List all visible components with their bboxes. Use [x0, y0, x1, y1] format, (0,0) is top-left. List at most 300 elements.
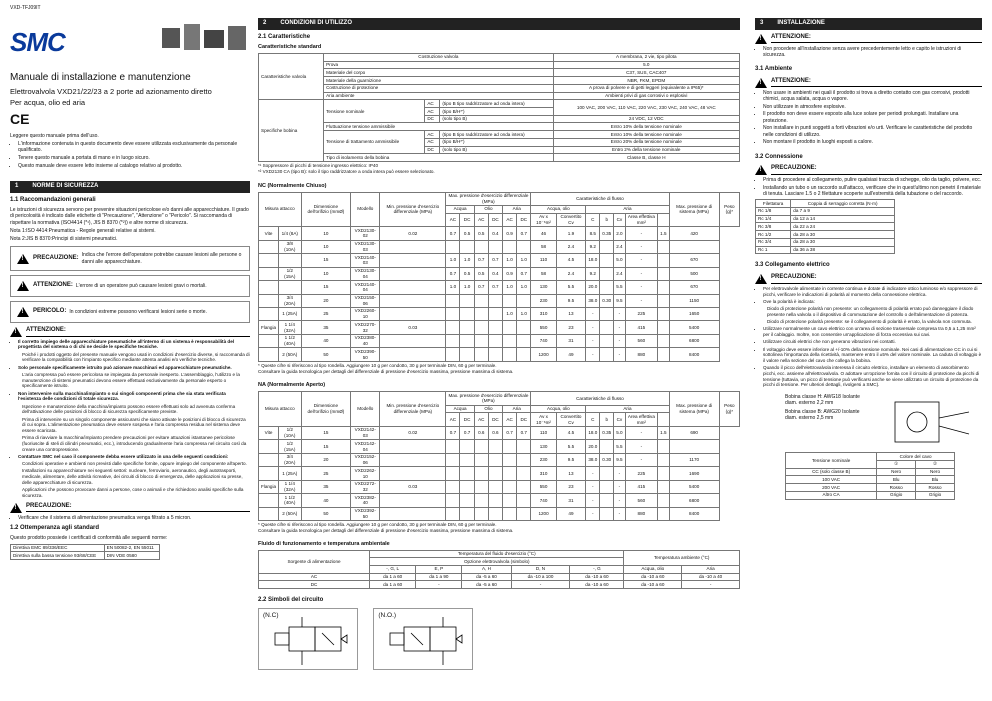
table-cell: 9.5 [556, 294, 586, 307]
table-row [786, 491, 955, 499]
table-cell [259, 254, 279, 267]
table-cell [446, 334, 460, 347]
table-cell: - [614, 307, 625, 320]
table-cell [488, 507, 502, 520]
list-item: L'aria compressa può essere pericolosa se impiegata da personale inesperto. L'assemblaggio, l'utilizzo e la manutenzione di sistemi pneumatici devono essere effettuati esclusivamente da personale esperto o specificamente istruito. [22, 371, 240, 389]
table-cell: 20 [301, 453, 351, 466]
table-cell: 9.5 [556, 453, 586, 466]
table-cell: -, G [570, 565, 624, 573]
table-cell [474, 307, 488, 320]
table-cell [517, 467, 531, 480]
table-cell: VXD2382-40 [351, 494, 380, 507]
table-cell: 0.6 [488, 426, 502, 439]
table-cell: Min. pressione d'esercizio differenziale (MPa) [380, 192, 446, 227]
table-cell: 24 VDC, 12 VDC [553, 115, 739, 123]
table-cell [658, 494, 669, 507]
table-cell: Flangia [259, 321, 279, 334]
table-cell: 0.9 [503, 267, 517, 280]
table-cell: 0.6 [474, 426, 488, 439]
table-cell: 5.0 [553, 61, 739, 69]
table-cell: A, H [462, 565, 511, 573]
table-cell: 1650 [669, 307, 719, 320]
table-cell: 3/8 (10A) [279, 240, 301, 253]
table-cell: Olio [474, 405, 502, 413]
table-row [756, 200, 895, 208]
table-cell: 500 [669, 267, 719, 280]
table-cell: 20.0 [586, 281, 600, 294]
section-3-1-title: 3.1 Ambiente [755, 66, 793, 72]
table-cell: - [586, 507, 600, 520]
section-1-2-title: 1.2 Ottemperanza agli standard [10, 524, 100, 531]
table-cell: - [614, 334, 625, 347]
table-cell: 690 [669, 426, 719, 439]
table-row [756, 207, 895, 215]
table-cell: 2.4 [556, 267, 586, 280]
table-cell: 1 1/4 (32A) [279, 321, 301, 334]
table-cell [600, 254, 614, 267]
table-cell [446, 453, 460, 466]
spec-note-1: *¹ Soppressore di picchi di tensione ingresso elettrico: IP40 [258, 163, 379, 169]
list-item: • Ove la polarità è indicata: [763, 299, 982, 305]
table-cell: 1 1/2 (40A) [279, 494, 301, 507]
table-cell: 5.5 [556, 281, 586, 294]
table-cell: 100 VAC, 200 VAC, 110 VAC, 220 VAC, 230 VAC, 240 VAC, 48 VAC [553, 100, 739, 115]
table-cell: 38.0 [586, 294, 600, 307]
table-cell: 50 [301, 348, 351, 361]
table-cell: 1 1/4 (32A) [279, 480, 301, 493]
table-row [259, 392, 740, 405]
na-title: NA (Normalmente Aperto) [258, 382, 326, 389]
list-item: Diodo di protezione polarità non presente: un collegamento di polarità errato può danneggiare il diodo presente nella valvola o il dispositivo di commutazione del controllo o dell'alimentazione di potenza. [767, 306, 974, 317]
table-cell: Area effettiva mm² [625, 413, 658, 426]
table-cell: - [586, 480, 600, 493]
table-cell [446, 294, 460, 307]
list-item: • Il voltaggio deve essere inferiore al +/-10% della tensione nominale. Nei casi di alimentazione CC in cui si sottolinea l'importanza della ricettività, mantenere entro il ±5% del valore nominale. La caduta di voltaggio è il valore nella sezione del cavo che collega la bobina. [763, 347, 982, 364]
table-cell [446, 307, 460, 320]
table-cell: 0.7 [446, 267, 460, 280]
table-cell [259, 294, 279, 307]
table-row [259, 494, 740, 507]
list-item: • L'informazione contenuta in questo documento deve essere utilizzata esclusivamente da personale qualificato. [18, 141, 250, 154]
table-cell [259, 494, 279, 507]
warning-icon [755, 78, 767, 88]
table-cell [460, 507, 474, 520]
table-cell [460, 453, 474, 466]
na-note-2: Consultare la guida tecnologica per dettagli del differenziale di pressione d'esercizio massima, pressione massima di sistema. [258, 527, 514, 533]
table-cell: - [625, 426, 658, 439]
table-cell: - [614, 480, 625, 493]
cable-color-table [785, 452, 955, 499]
table-cell [658, 307, 669, 320]
table-cell: 420 [669, 227, 719, 240]
table-cell: 18.0 [586, 426, 600, 439]
table-cell: 49 [556, 348, 586, 361]
manual-subtitle-2: Per acqua, olio ed aria [10, 97, 86, 107]
table-cell: 1.0 [446, 281, 460, 294]
table-cell: Direttiva sulla bassa tensione 93/68/CEE [11, 552, 105, 560]
nc-note: * Queste cifre si riferiscono al tipo rondella. Aggiungere 10 g per condotto, 30 g per terminale DIN, 60 g per terminale. [258, 362, 497, 368]
list-item: • Questo manuale deve essere letto insieme al catalogo relativo al prodotto. [18, 163, 250, 169]
table-cell: da 12 a 14 [791, 215, 895, 223]
table-cell: (solo tipo B) [440, 115, 553, 123]
table-cell: da -10 a 60 [570, 581, 624, 589]
table-cell: - [416, 581, 462, 589]
table-cell [474, 440, 488, 453]
table-cell: 880 [625, 507, 658, 520]
table-row [756, 231, 895, 239]
table-cell [474, 453, 488, 466]
section-3-header: 3 INSTALLAZIONE [755, 18, 982, 30]
table-cell: Rosso [916, 484, 955, 492]
fluid-title: Fluido di funzionamento e temperatura ambientale [258, 540, 390, 547]
table-cell: 2.4 [614, 267, 625, 280]
table-cell: AC [259, 573, 370, 581]
table-cell [503, 240, 517, 253]
table-cell: 1200 [531, 507, 556, 520]
table-cell [460, 494, 474, 507]
table-cell: Misura attacco [259, 192, 302, 227]
warning-icon [10, 327, 22, 337]
table-row [259, 131, 740, 139]
na-table [258, 391, 740, 521]
table-cell: 2.4 [556, 240, 586, 253]
table-row [259, 100, 740, 108]
table-cell: Peso (g)* [719, 392, 739, 427]
intro-list [18, 141, 250, 169]
table-cell [488, 467, 502, 480]
table-cell: 1.0 [460, 281, 474, 294]
table-cell: Materiale del corpo [324, 69, 553, 77]
table-cell: 1/4 (8A) [279, 227, 301, 240]
table-row [11, 552, 160, 560]
table-cell: DIN VDE 0580 [104, 552, 159, 560]
table-cell [517, 240, 531, 253]
table-cell: 0.7 [517, 426, 531, 439]
table-cell: 670 [669, 281, 719, 294]
table-cell: Direttiva EMC 89/336/EEC [11, 544, 105, 552]
table-cell: 0.7 [474, 281, 488, 294]
table-cell [460, 348, 474, 361]
table-cell [460, 321, 474, 334]
table-cell [460, 294, 474, 307]
table-cell: - [614, 494, 625, 507]
table-cell: VXD2392-50 [351, 507, 380, 520]
table-cell: - [586, 348, 600, 361]
table-cell: Fluttuazione tensione ammissibile [324, 123, 553, 131]
table-cell: - [625, 254, 658, 267]
table-cell: Entro 20% della tensione nominale [553, 138, 739, 146]
table-cell: 0.5 [460, 227, 474, 240]
table-cell: - [625, 227, 658, 240]
table-cell: 31 [556, 334, 586, 347]
table-cell: 49 [556, 507, 586, 520]
attention-header: ! ATTENZIONE: [755, 34, 982, 44]
warning-icon [17, 254, 29, 264]
table-cell [380, 440, 446, 453]
table-cell [259, 440, 279, 453]
table-cell: 0.7 [488, 254, 502, 267]
table-cell: 1150 [669, 294, 719, 307]
product-image [160, 18, 248, 58]
table-cell: Nero [877, 468, 916, 476]
table-cell [503, 334, 517, 347]
table-cell: da -10 a 60 [624, 573, 682, 581]
install-warning: • Non procedere all'installazione senza avere precedentemente letto e capito le istruzioni di sicurezza. [763, 46, 982, 59]
table-cell [380, 348, 446, 361]
table-cell: Convertito Cv [556, 413, 586, 426]
table-cell: 1.0 [517, 281, 531, 294]
table-cell: - [586, 494, 600, 507]
table-cell: - [614, 348, 625, 361]
table-cell [600, 348, 614, 361]
table-cell: 25 [301, 307, 351, 320]
note-1: Nota 1:ISO 4414:Pneumatica - Regole generali relative ai sistemi. [10, 227, 156, 234]
table-cell [380, 507, 446, 520]
table-cell [600, 334, 614, 347]
list-item: • Tenere questo manuale a portata di mano e in luogo sicuro. [18, 155, 250, 161]
table-cell [658, 467, 669, 480]
table-row [259, 281, 740, 294]
table-row [259, 507, 740, 520]
table-cell [600, 467, 614, 480]
table-cell: Colore del cavo [877, 453, 955, 461]
table-cell: Tensione nominale [324, 100, 425, 123]
table-cell: Caratteristiche valvola [259, 53, 324, 99]
table-cell: 1.5 [658, 227, 669, 240]
warning-icon [17, 281, 29, 291]
table-cell: 1 (25A) [279, 307, 301, 320]
table-cell: 10 [301, 240, 351, 253]
table-cell: Caratteristiche di flusso [531, 392, 669, 405]
table-cell: 0.5 [474, 227, 488, 240]
table-cell: 100 VAC [786, 476, 877, 484]
warning-icon [10, 503, 22, 513]
table-cell [600, 507, 614, 520]
table-cell [259, 240, 279, 253]
list-item: • Per elettrovalvole alimentate in corrente continua e dotate di indicatore ottico luminoso e/o soppressore di picchi, verificare le indicazioni di polarità al momento della connessione elettrica. [763, 286, 982, 297]
coil-notes: Bobina classe H: AWG18 Isolante diam. esterno 2,2 mm Bobina classe B: AWG20 Isolante diam. esterno 2,5 mm [785, 394, 860, 421]
table-cell: DC [425, 115, 440, 123]
table-cell: 0.02 [380, 227, 446, 240]
table-cell: 31 [556, 494, 586, 507]
table-cell [259, 467, 279, 480]
ce-mark: CE [10, 111, 30, 128]
section-1-header: 1 NORME DI SICUREZZA [10, 181, 250, 193]
list-item: • Il corretto impiego delle apparecchiature pneumatiche all'interno di un sistema è responsabilità del progettista del sistema o di chi ne decide le specifiche tecniche. [18, 339, 250, 350]
table-cell: Filettatura [756, 200, 791, 208]
table-cell [600, 240, 614, 253]
table-cell [474, 507, 488, 520]
table-cell: 415 [625, 480, 658, 493]
table-cell: DC [488, 413, 502, 426]
table-cell: 0.30 [600, 294, 614, 307]
table-cell: NBR, FKM, EPDM [553, 77, 739, 85]
section-1-1-title: 1.1 Raccomandazioni generali [10, 196, 96, 203]
table-row [259, 453, 740, 466]
table-cell: 0.4 [488, 267, 502, 280]
table-cell [669, 440, 719, 453]
table-cell: Rosso [877, 484, 916, 492]
table-cell: - [586, 334, 600, 347]
table-cell [600, 494, 614, 507]
warning-icon [755, 34, 767, 44]
table-cell [446, 321, 460, 334]
table-cell [503, 348, 517, 361]
table-cell: 35 [301, 480, 351, 493]
table-cell: - [511, 581, 570, 589]
table-cell: da 22 a 24 [791, 223, 895, 231]
table-cell [380, 494, 446, 507]
table-cell: 0.7 [517, 267, 531, 280]
table-cell [380, 240, 446, 253]
precaution-header: ! PRECAUZIONE: [755, 274, 982, 284]
table-cell: 58 [531, 267, 556, 280]
table-cell [658, 254, 669, 267]
table-cell: Tipo di isolamento della bobina [324, 154, 553, 162]
table-cell: -, G, L [370, 565, 416, 573]
table-cell: 1.0 [517, 254, 531, 267]
table-cell: 8400 [669, 507, 719, 520]
table-cell: VXD2150-06 [351, 294, 380, 307]
table-cell: 8400 [669, 348, 719, 361]
table-cell [380, 254, 446, 267]
table-row [259, 480, 740, 493]
table-cell [658, 453, 669, 466]
table-cell [259, 281, 279, 294]
table-cell: da 1 a 60 [370, 573, 416, 581]
table-cell [600, 440, 614, 453]
table-row [259, 192, 740, 205]
table-cell: AC [425, 131, 440, 139]
table-cell: Entro 2% della tensione nominale [553, 146, 739, 154]
table-cell [658, 267, 669, 280]
table-row [259, 227, 740, 240]
torque-table [755, 199, 895, 254]
table-cell [658, 334, 669, 347]
table-cell: Flangia [259, 480, 279, 493]
table-cell: 5.5 [614, 281, 625, 294]
table-cell: DC [488, 213, 502, 226]
table-cell: 1.0 [446, 254, 460, 267]
table-cell: Rc 1/4 [756, 215, 791, 223]
list-item: • Il prodotto non deve essere esposto alla luce solare per periodi prolungati. Installare una protezione. [763, 111, 982, 124]
table-cell: Sorgente di alimentazione [259, 550, 370, 573]
table-cell [517, 480, 531, 493]
table-cell: Tensione di trattamento ammissibile [324, 131, 425, 154]
table-cell: Aria [503, 205, 531, 213]
table-cell: VXD2390-50 [351, 348, 380, 361]
table-cell [474, 494, 488, 507]
table-cell: VXD2130-02 [351, 227, 380, 240]
table-cell: Acqua [446, 205, 474, 213]
nc-table [258, 192, 740, 362]
table-cell: A prova di polvere e di getti leggeri (equivalente a IP65)* [553, 84, 739, 92]
table-cell [658, 480, 669, 493]
table-cell [460, 240, 474, 253]
table-cell: 1.0 [460, 254, 474, 267]
table-cell: 415 [625, 321, 658, 334]
table-row [259, 92, 740, 100]
table-cell: VXD2130-03 [351, 240, 380, 253]
table-cell: 1.0 [503, 254, 517, 267]
table-cell: 1200 [531, 348, 556, 361]
list-item: • Non intervenire sulla macchina/impianto o sui singoli componenti prima che sia stata verificata l'esistenza delle condizioni di totale sicurezza. [18, 391, 250, 402]
table-cell: 5.0 [614, 426, 625, 439]
coil-drawing [885, 398, 975, 450]
table-cell [488, 334, 502, 347]
table-cell: Opzione elettrovalvola (simbolo) [370, 558, 624, 566]
table-cell: (tipo B tipo raddrizzatore ad onda intera) [440, 131, 553, 139]
table-cell: 740 [531, 494, 556, 507]
table-cell: DC [259, 581, 370, 589]
list-item: Prima di riavviare la macchina/impianto prendere precauzioni per evitare attuazioni istantanee pericolose (fuoriuscite di steli di cilindri pneumatici, ecc.), introducendo gradualmente l'aria compressa nel circuito così da creare una contropressione. [22, 435, 247, 452]
table-row [259, 334, 740, 347]
standard-specs-title: Caratteristiche standard [258, 44, 322, 50]
table-cell: VXD2380-40 [351, 334, 380, 347]
table-cell: da -10 a 40 [682, 573, 740, 581]
table-cell: 0.7 [517, 227, 531, 240]
table-cell [474, 334, 488, 347]
section-3-2-title: 3.2 Connessione [755, 153, 803, 160]
table-cell: Acqua, olio [531, 405, 586, 413]
table-cell: Costruzione di protezione [324, 84, 553, 92]
spec-note-2: *² VXD2130 CA (tipo B): solo il tipo raddrizzatore a onda intera può essere selezionato. [258, 168, 435, 174]
list-item: • Prima di procedere al collegamento, pulire qualsiasi traccia di schegge, olio da taglio, polvere, ecc. [763, 177, 982, 183]
table-cell: DC [460, 213, 474, 226]
table-cell [669, 240, 719, 253]
table-cell: DC [425, 146, 440, 154]
table-cell: E, P [416, 565, 462, 573]
table-cell: 2 (50A) [279, 507, 301, 520]
note-2: Nota 2:JIS B 8370:Principi di sistemi pneumatici. [10, 236, 118, 242]
table-cell: 15 [301, 440, 351, 453]
nc-title: NC (Normalmente Chiuso) [258, 182, 327, 189]
table-cell [446, 494, 460, 507]
table-cell: C37, SUS, CAC407 [553, 69, 739, 77]
table-cell [658, 440, 669, 453]
table-cell: Temperatura ambiente (°C) [624, 550, 740, 565]
table-cell: - [614, 321, 625, 334]
table-cell: Acqua, olio [624, 565, 682, 573]
table-cell: 9.5 [614, 294, 625, 307]
table-cell: 130 [531, 440, 556, 453]
table-cell: Coppia di serraggio corretta (N·m) [791, 200, 895, 208]
table-cell: 0.5 [474, 267, 488, 280]
table-cell: 560 [625, 334, 658, 347]
table-cell: Misura attacco [259, 392, 302, 427]
table-row [756, 215, 895, 223]
table-cell: - [586, 467, 600, 480]
table-row [756, 223, 895, 231]
standard-specs-table [258, 53, 740, 162]
table-cell: - [586, 321, 600, 334]
table-row [259, 321, 740, 334]
table-cell: 740 [531, 334, 556, 347]
precaution-header: ! PRECAUZIONE: [755, 165, 982, 175]
table-cell: Specifiche bobina [259, 100, 324, 162]
table-cell: Modello [351, 192, 380, 227]
section-2-header: 2 CONDIZIONI DI UTILIZZO [258, 18, 740, 30]
table-cell: 1.5 [658, 426, 669, 439]
table-cell [488, 494, 502, 507]
table-cell: Area effettiva mm² [625, 213, 658, 226]
table-cell: Blu [877, 476, 916, 484]
table-cell: 3/4 (20A) [279, 294, 301, 307]
table-cell: 40 [301, 494, 351, 507]
table-cell: AC [503, 413, 517, 426]
table-cell: Cv [614, 213, 625, 226]
table-cell [600, 480, 614, 493]
